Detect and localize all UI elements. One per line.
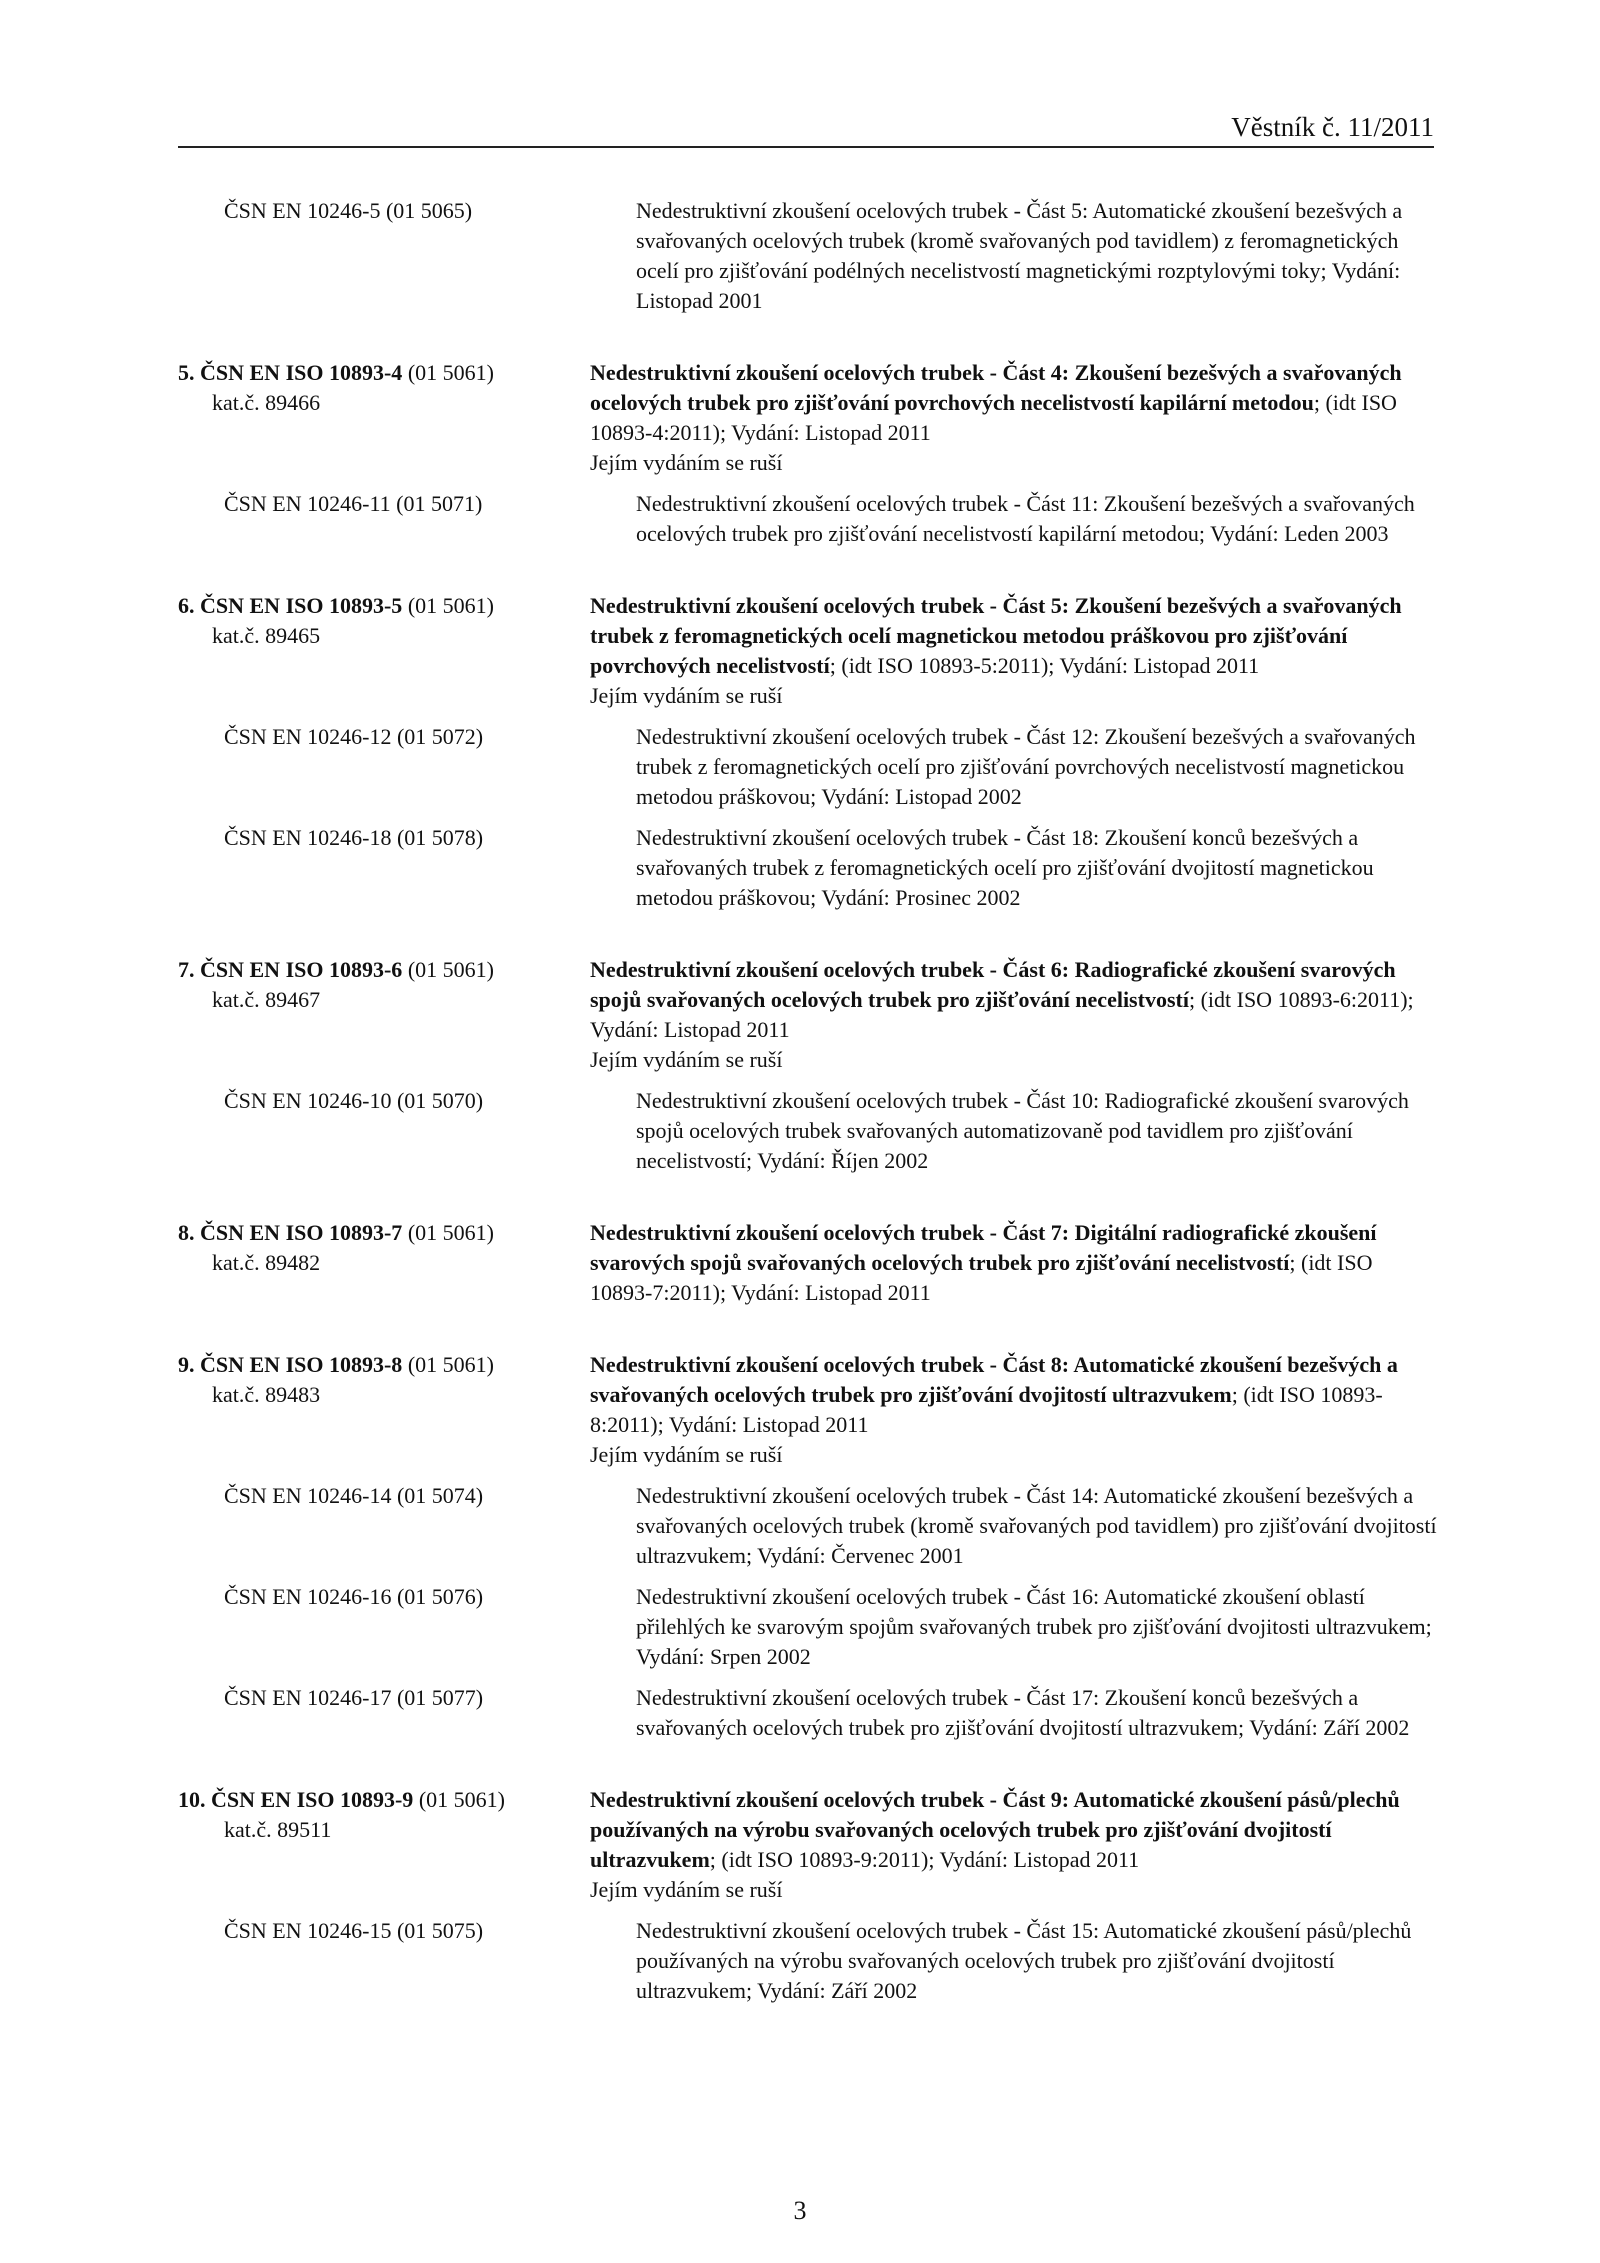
replaced-code: ČSN EN 10246-16 (01 5076) — [224, 1584, 484, 1609]
item-code-line — [178, 955, 590, 985]
item-identifiers — [178, 1350, 590, 1470]
replaced-description: Nedestruktivní zkoušení ocelových trubek - Část 18: Zkoušení konců bezešvých a svařovaných trubek z feromagnetických ocelí pro zjišťování dvojitostí magnetickou metodou práškovou; Vydání: Prosinec 2002 — [636, 825, 1374, 910]
item-number: 9. — [178, 1352, 200, 1377]
spacer — [178, 711, 1438, 722]
item-title-suffix: ; (idt ISO 10893-8:2011); Vydání: Listopad 2011 — [590, 1382, 1383, 1437]
item-title-suffix: ; (idt ISO 10893-4:2011); Vydání: Listopad 2011 — [590, 390, 1397, 445]
item-code-suffix: (01 5061) — [402, 360, 494, 385]
replaced-code: ČSN EN 10246-15 (01 5075) — [224, 1918, 484, 1943]
item-code-suffix: (01 5061) — [402, 1220, 494, 1245]
spacer — [178, 1905, 1438, 1916]
item-number: 7. — [178, 957, 200, 982]
replaced-description: Nedestruktivní zkoušení ocelových trubek - Část 11: Zkoušení bezešvých a svařovaných ocelových trubek pro zjišťování necelistvostí kapilární metodou; Vydání: Leden 2003 — [636, 491, 1415, 546]
item-number: 8. — [178, 1220, 200, 1245]
replaced-description: Nedestruktivní zkoušení ocelových trubek - Část 16: Automatické zkoušení oblastí přilehlých ke svarovým spojům svařovaných trubek pro zjišťování dvojitosti ultrazvukem; Vydání: Srpen 2002 — [636, 1584, 1432, 1669]
cancel-note: Jejím vydáním se ruší — [590, 1442, 783, 1467]
cancel-note: Jejím vydáním se ruší — [590, 1877, 783, 1902]
item-title-suffix: ; (idt ISO 10893-6:2011); Vydání: Listopad 2011 — [590, 987, 1414, 1042]
spacer — [178, 1571, 1438, 1582]
catalog-number: kat.č. 89466 — [212, 390, 321, 415]
replaced-description: Nedestruktivní zkoušení ocelových trubek - Část 12: Zkoušení bezešvých a svařovaných trubek z feromagnetických ocelí pro zjišťování povrchových necelistvostí magnetickou metodou práškovou; Vydání: Listopad 2002 — [636, 724, 1416, 809]
standard-description: Nedestruktivní zkoušení ocelových trubek - Část 5: Automatické zkoušení bezešvých a svařovaných ocelových trubek (kromě svařovaných pod tavidlem) z feromagnetických ocelí pro zjišťování podélných necelistvostí magnetickými rozptylovými toky; Vydání: Listopad 2001 — [636, 198, 1403, 313]
item-entry — [178, 1350, 1438, 1470]
spacer — [178, 1075, 1438, 1086]
catalog-number: kat.č. 89467 — [212, 987, 321, 1012]
item-entry — [178, 591, 1438, 711]
item-description — [590, 1785, 1438, 1905]
item-description — [590, 591, 1438, 711]
replaced-description: Nedestruktivní zkoušení ocelových trubek - Část 14: Automatické zkoušení bezešvých a svařovaných ocelových trubek (kromě svařovaných pod tavidlem) pro zjišťování dvojitostí ultrazvukem; Vydání: Červenec 2001 — [636, 1483, 1437, 1568]
replaced-entry — [178, 722, 1438, 812]
item-number: 6. — [178, 593, 200, 618]
item-entry — [178, 358, 1438, 478]
item-code: ČSN EN ISO 10893-7 — [200, 1220, 403, 1245]
item-identifiers — [178, 358, 590, 478]
spacer — [178, 1743, 1438, 1785]
replaced-entry — [178, 1683, 1438, 1743]
catalog-number: kat.č. 89482 — [212, 1250, 321, 1275]
spacer — [178, 1308, 1438, 1350]
replaced-entry — [178, 1916, 1438, 2006]
item-code-suffix: (01 5061) — [402, 1352, 494, 1377]
cancel-note: Jejím vydáním se ruší — [590, 1047, 783, 1072]
replaced-description: Nedestruktivní zkoušení ocelových trubek - Část 15: Automatické zkoušení pásů/plechů používaných na výrobu svařovaných ocelových trubek pro zjišťování dvojitostí ultrazvukem; Vydání: Září 2002 — [636, 1918, 1412, 2003]
item-identifiers — [178, 591, 590, 711]
spacer — [178, 1470, 1438, 1481]
spacer — [178, 316, 1438, 358]
cancel-note: Jejím vydáním se ruší — [590, 683, 783, 708]
cancel-note: Jejím vydáním se ruší — [590, 450, 783, 475]
item-title-suffix: ; (idt ISO 10893-9:2011); Vydání: Listopad 2011 — [709, 1847, 1140, 1872]
replaced-code: ČSN EN 10246-10 (01 5070) — [224, 1088, 484, 1113]
item-code-line — [178, 1785, 590, 1815]
standard-code: ČSN EN 10246-5 (01 5065) — [224, 198, 473, 223]
item-identifiers — [178, 955, 590, 1075]
item-title-suffix: ; (idt ISO 10893-5:2011); Vydání: Listopad 2011 — [829, 653, 1260, 678]
top-entry — [178, 196, 1438, 316]
replaced-entry — [178, 1481, 1438, 1571]
page-header — [178, 112, 1434, 148]
item-description — [590, 1350, 1438, 1470]
item-description — [590, 358, 1438, 478]
item-title: Nedestruktivní zkoušení ocelových trubek - Část 7: Digitální radiografické zkoušení svarových spojů svařovaných ocelových trubek pro zjišťování necelistvostí — [590, 1220, 1377, 1275]
spacer — [178, 913, 1438, 955]
catalog-number: kat.č. 89483 — [212, 1382, 321, 1407]
spacer — [178, 478, 1438, 489]
item-description — [590, 955, 1438, 1075]
item-code: ČSN EN ISO 10893-4 — [200, 360, 403, 385]
catalog-number: kat.č. 89511 — [224, 1817, 332, 1842]
spacer — [178, 549, 1438, 591]
replaced-code: ČSN EN 10246-18 (01 5078) — [224, 825, 484, 850]
item-code-line — [178, 591, 590, 621]
replaced-entry — [178, 1582, 1438, 1672]
item-number: 10. — [178, 1787, 211, 1812]
item-code-suffix: (01 5061) — [402, 593, 494, 618]
replaced-entry — [178, 823, 1438, 913]
item-code: ČSN EN ISO 10893-6 — [200, 957, 403, 982]
item-title: Nedestruktivní zkoušení ocelových trubek - Část 6: Radiografické zkoušení svarových spojů svařovaných ocelových trubek pro zjišťování necelistvostí — [590, 957, 1396, 1012]
spacer — [178, 812, 1438, 823]
spacer — [178, 1672, 1438, 1683]
item-code-suffix: (01 5061) — [402, 957, 494, 982]
replaced-code: ČSN EN 10246-11 (01 5071) — [224, 491, 483, 516]
item-title-suffix: ; (idt ISO 10893-7:2011); Vydání: Listopad 2011 — [590, 1250, 1373, 1305]
catalog-number: kat.č. 89465 — [212, 623, 321, 648]
item-code-line — [178, 1218, 590, 1248]
item-description — [590, 1218, 1438, 1308]
item-code-suffix: (01 5061) — [413, 1787, 505, 1812]
item-title: Nedestruktivní zkoušení ocelových trubek - Část 9: Automatické zkoušení pásů/plechů používaných na výrobu svařovaných ocelových trubek pro zjišťování dvojitostí ultrazvukem — [590, 1787, 1400, 1872]
replaced-code: ČSN EN 10246-17 (01 5077) — [224, 1685, 484, 1710]
item-title: Nedestruktivní zkoušení ocelových trubek - Část 8: Automatické zkoušení bezešvých a svařovaných ocelových trubek pro zjišťování dvojitostí ultrazvukem — [590, 1352, 1398, 1407]
item-entry — [178, 1785, 1438, 1905]
replaced-entry — [178, 489, 1438, 549]
item-code-line — [178, 358, 590, 388]
item-entry — [178, 955, 1438, 1075]
replaced-code: ČSN EN 10246-12 (01 5072) — [224, 724, 484, 749]
item-code: ČSN EN ISO 10893-8 — [200, 1352, 403, 1377]
item-title: Nedestruktivní zkoušení ocelových trubek - Část 4: Zkoušení bezešvých a svařovaných ocelových trubek pro zjišťování povrchových necelistvostí kapilární metodou — [590, 360, 1402, 415]
journal-title: Věstník č. 11/2011 — [1231, 112, 1434, 142]
item-code: ČSN EN ISO 10893-9 — [211, 1787, 414, 1812]
item-code-line — [178, 1350, 590, 1380]
item-title: Nedestruktivní zkoušení ocelových trubek - Část 5: Zkoušení bezešvých a svařovaných trubek z feromagnetických ocelí magnetickou metodou práškovou pro zjišťování povrchových necelistvostí — [590, 593, 1402, 678]
item-identifiers — [178, 1785, 590, 1905]
replaced-description: Nedestruktivní zkoušení ocelových trubek - Část 10: Radiografické zkoušení svarových spojů ocelových trubek svařovaných automatizovaně pod tavidlem pro zjišťování necelistvostí; Vydání: Říjen 2002 — [636, 1088, 1409, 1173]
item-entry — [178, 1218, 1438, 1308]
replaced-description: Nedestruktivní zkoušení ocelových trubek - Část 17: Zkoušení konců bezešvých a svařovaných ocelových trubek pro zjišťování dvojitostí ultrazvukem; Vydání: Září 2002 — [636, 1685, 1410, 1740]
page-number: 3 — [793, 2196, 807, 2225]
standards-list — [178, 196, 1438, 2006]
item-number: 5. — [178, 360, 200, 385]
item-code: ČSN EN ISO 10893-5 — [200, 593, 403, 618]
item-identifiers — [178, 1218, 590, 1308]
replaced-code: ČSN EN 10246-14 (01 5074) — [224, 1483, 484, 1508]
replaced-entry — [178, 1086, 1438, 1176]
spacer — [178, 1176, 1438, 1218]
